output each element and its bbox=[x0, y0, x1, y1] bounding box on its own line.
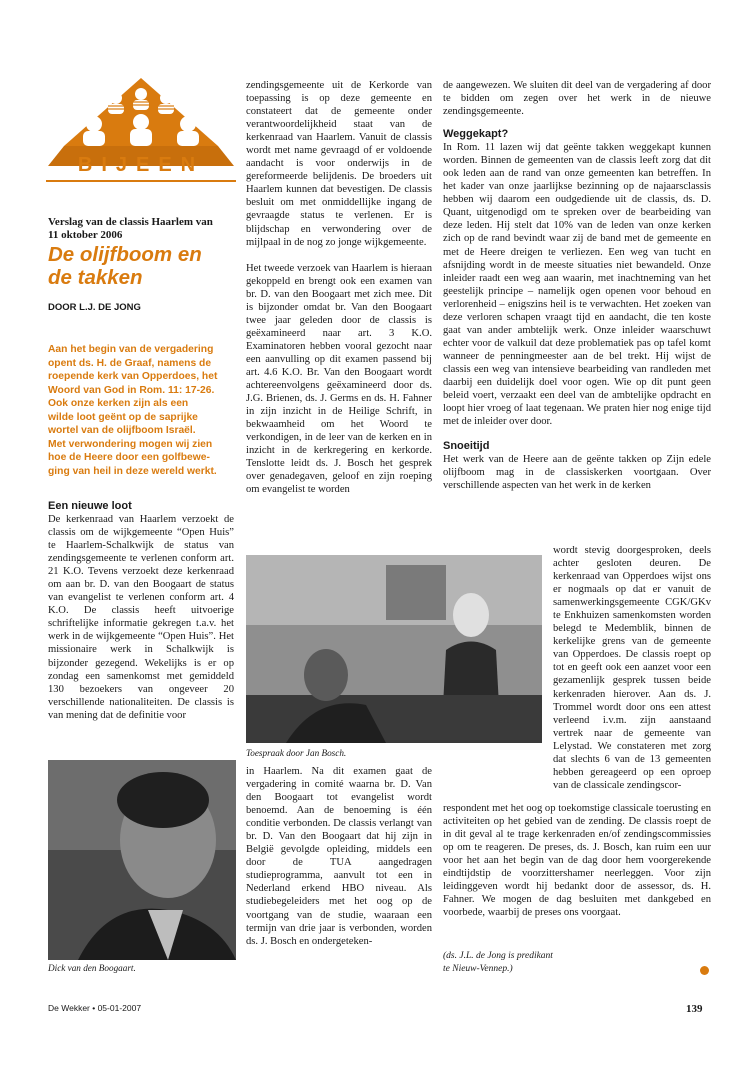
kicker-line: 11 oktober 2006 bbox=[48, 229, 123, 241]
article-title bbox=[48, 243, 243, 289]
paragraph: wordt stevig doorgesproken, deels achter gesloten deuren. De kerkenraad van Opperdoes wijst ons er nogmaals op dat er vanuit de samenwerkingsgemeente CGK/GKv te Enkhuizen samenkomsten worden belegd te Medemblik, binnen de kerkelijke grens van de gemeente van Opperdoes. De classis roept op tot en geeft ook een aanzet voor een gezamenlijk gesprek tussen beide kerkenraden hierover. Aan ds. J. Trommel wordt door ons een attest verleend i.v.m. zijn aanstaand vertrek naar de gemeente van Lelystad. We constateren met zorg dat slechts 6 van de 13 gemeenten hebben gereageerd op een oproep van de classicale zendingscor- bbox=[553, 545, 711, 791]
intro-line: ging van heil in deze wereld werkt. bbox=[48, 465, 217, 477]
paragraph: zendingsgemeente uit de Kerkorde van toepassing is op deze gemeente en constateert dat de gemeente onder verantwoordelijkheid staat van de kerkenraad van Haarlem. Vanuit de classis wordt met name gevraagd of er voldoende aandacht is voor onderwijs in de gereformeerde belijdenis. De broeders uit Haarlem kunnen dat bevestigen. De classis besluit om met onmiddellijke ingang de gevraagde status te verlenen. Er is blijdschap en verwondering over de mijlpaal in de nog zo jonge wijkgemeente. bbox=[246, 80, 432, 248]
section-heading-snoeitijd: Snoeitijd bbox=[443, 440, 490, 453]
paragraph: respondent met het oog op toekomstige classicale toerusting en activiteiten op het gebied van de zending. De classis roept de in dit geval al te trage kerkenraden en/of zendingscommissies op om te reageren. De preses, ds. J. Bosch, kan ruim een uur voor het aan het begin van de dag door hem voorgerekende eindtijdstip de voorzittershamer neerleggen. Voor zijn leidinggeven wordt hij bedankt door de assessor, ds. H. Fahner. We mogen de dag besluiten met dankgebed en voorbede, waarbij de preses ons voorgaat. bbox=[443, 803, 711, 919]
intro-line: wortel van de olijfboom Israël. bbox=[48, 425, 196, 436]
intro-line: hoe de Heere door een golfbewe- bbox=[48, 452, 210, 463]
logo-text: BIJEEN bbox=[77, 154, 205, 176]
meeting-image bbox=[246, 555, 542, 743]
byline: DOOR L.J. DE JONG bbox=[48, 302, 141, 313]
paragraph: Het werk van de Heere aan de geënte takken op Zijn edele olijfboom mag in de classiskerken voortgaan. Over verschillende aspecten van het werk in de kerken bbox=[443, 454, 711, 492]
paragraph: De kerkenraad van Haarlem verzoekt de classis om de wijkgemeente “Open Huis” te Haarlem-Schalkwijk de status van zendingsgemeente te verlenen conform art. 21 K.O. Tevens verzoekt deze kerkenraad om aan br. D. van den Boogaart de status van evangelist te verlenen conform art. 4 K.O. De classis heeft uitvoerige schriftelijke informatie gekregen t.a.v. het werk in de wijkgemeente “Open Huis”. Het missionaire werk in Schalkwijk is bijzonder gezegend. Wekelijks is er op zondag een samenkomst met gemiddeld 130 bezoekers van ongeveer 20 verschillende nationaliteiten. De classis is van mening dat de definitie voor bbox=[48, 514, 234, 721]
note-line: (ds. J.L. de Jong is predikant bbox=[443, 951, 553, 961]
photo-caption: Toespraak door Jan Bosch. bbox=[246, 748, 347, 758]
section-heading-een-nieuwe-loot: Een nieuwe loot bbox=[48, 500, 132, 512]
logo-rule bbox=[46, 180, 236, 182]
column-3-top bbox=[443, 79, 711, 492]
column-2-top bbox=[246, 79, 432, 496]
kicker-line: Verslag van de classis Haarlem van bbox=[48, 216, 213, 228]
intro-line: opent ds. H. de Graaf, namens de bbox=[48, 357, 212, 369]
intro-line: Woord van God in Rom. 11: 17-26. bbox=[48, 384, 215, 396]
title-line: de takken bbox=[48, 266, 143, 289]
note-line: te Nieuw-Vennep.) bbox=[443, 964, 513, 974]
section-heading-weggekapt: Weggekapt? bbox=[443, 128, 509, 141]
column-2-bottom bbox=[246, 765, 432, 948]
intro-line: roepende kerk van Opperdoes, het bbox=[48, 371, 218, 382]
paragraph: In Rom. 11 lazen wij dat geënte takken weggekapt kunnen worden. Binnen de gemeenten van de classis leeft zorg dat dit ook leden aan de rand van onze gemeenten kan betreffen. In het kader van onze jaarlijkse bezinning op de najaarsclassis hebben wij daarom een oudgediende uit de classis, ds. D. Quant, uitgenodigd om te spreken over de bearbeiding van deze leden. Hij stelt dat 10% van de leden van onze kerken zich op de rand bevindt waar zij de band met de gemeente en met de Heere dreigen te verliezen. Een weg van tucht en afsnijding wordt in de meeste situaties niet bewandeld. Onze inleider raadt een weg aan waarin, met inachtneming van het geestelijk principe – namelijk ogen openen voor behoud en verlorenheid – enigszins heil is te verwachten. Het zoeken van deze verloren schapen vraagt tijd en aandacht, die ten koste gaat van ander ambtelijk werk. Onze inleider waarschuwt echter voor de valkuil dat deze problematiek pas op tafel komt wanneer de penningmeester aan de bel trekt. Hij wijst de classis een weg van intensieve bearbeiding van randleden met daarbij een duidelijk doel voor ogen. Wie op dit punt geen beleid voert, verzaakt een deel van de ambtelijke opdracht en loopt hier vroeg of laat tegenaan. We praten hier nog enige tijd met de inleider over door. bbox=[443, 142, 711, 428]
intro-line: wilde loot geënt op de saprijke bbox=[48, 411, 198, 423]
photo-dick-van-den-boogaart bbox=[48, 760, 236, 960]
photo-toespraak-jan-bosch bbox=[246, 555, 542, 743]
paragraph: de aangewezen. We sluiten dit deel van de vergadering af door te bidden om zegen over het werk in de nieuwe zendingsgemeente. bbox=[443, 80, 711, 118]
column-1 bbox=[48, 500, 234, 722]
photo-caption: Dick van den Boogaart. bbox=[48, 963, 136, 973]
end-bullet-icon bbox=[700, 966, 709, 975]
page-number: 139 bbox=[686, 1003, 703, 1015]
paragraph: Het tweede verzoek van Haarlem is hieraan gekoppeld en brengt ook een examen van br. D. van den Boogaart met zich mee. Dit is bijzonder omdat br. Van den Boogaart twee jaar geleden door de classis is geëxamineerd naar art. 3 K.O. Examinatoren hebben vooral gezocht naar een aanvulling op dit examen passend bij art. 4.6 K.O. Br. Van den Boogaart wordt achtereenvolgens geëxamineerd door ds. J.G. Brienen, ds. J. Germs en ds. H. Fahner in zijn inzicht in de Heilige Schrift, in bekwaamheid om het Woord te verkondigen, in de leer van de kerken en in inzicht in de kerkregering en kerkorde. Tenslotte leidt ds. J. Bosch het gesprek over genadegaven, geloof en zijn roeping om evangelist te worden bbox=[246, 262, 432, 496]
author-note bbox=[443, 950, 553, 976]
article-kicker bbox=[48, 216, 238, 242]
intro-line: Met verwondering mogen wij zien bbox=[48, 438, 213, 450]
article-intro bbox=[48, 343, 238, 478]
intro-line: Aan het begin van de vergadering bbox=[48, 344, 214, 355]
intro-line: Ook onze kerken zijn als een bbox=[48, 398, 189, 409]
column-3-wrap bbox=[553, 544, 711, 792]
column-3-bottom bbox=[443, 802, 711, 919]
title-line: De olijfboom en bbox=[48, 243, 202, 266]
portrait-image bbox=[48, 760, 236, 960]
footer-publication: De Wekker • 05-01-2007 bbox=[48, 1003, 142, 1013]
paragraph: in Haarlem. Na dit examen gaat de vergadering in comité waarna br. D. Van den Boogaart tot evangelist wordt benoemd. Aan de benoeming is één conditie verbonden. De classis verlangt van br. D. Van den Boogaart dat hij zijn in België gevolgde opleiding, middels een door de TUA aangedragen studieprogramma, aanvult tot een in Nederland erkend HBO niveau. Als studiebegeleiders met het oog op de voortgang van de studie, waaraan een termijn van drie jaar is verbonden, worden ds. J. Bosch en ondergeteken- bbox=[246, 766, 432, 947]
